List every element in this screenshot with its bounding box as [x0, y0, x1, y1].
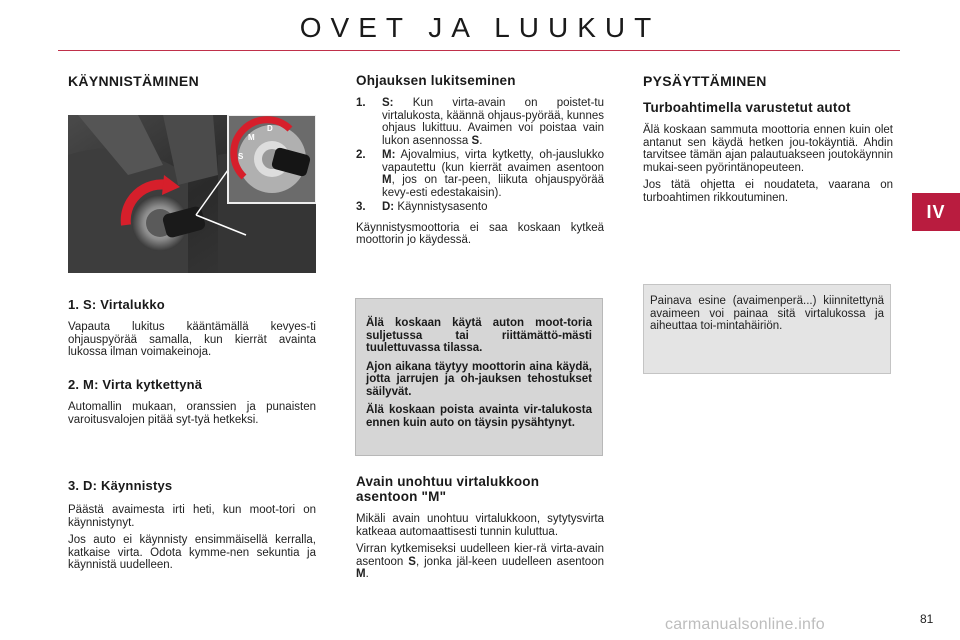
section-ignition	[68, 377, 316, 426]
left-column	[68, 73, 316, 89]
step-number: 2.	[356, 149, 366, 161]
section-start-text-2: Jos auto ei käynnisty ensimmäisellä kerralla, katkaise virta. Odota kymme-nen sekuntia ja käynnistä uudelleen.	[68, 534, 316, 571]
warning-box	[355, 298, 603, 456]
starting-heading: KÄYNNISTÄMINEN	[68, 73, 199, 89]
turbo-text-2: Jos tätä ohjetta ei noudateta, vaarana on turboahtimen rikkoutuminen.	[643, 179, 893, 204]
keyring-note-box	[643, 284, 891, 374]
section-lock	[68, 297, 316, 359]
section-start	[68, 478, 316, 572]
turbo-heading: Turboahtimella varustetut autot	[643, 100, 851, 115]
ignition-photo	[68, 115, 316, 273]
step-number: 3.	[356, 201, 366, 213]
middle-column	[356, 73, 604, 247]
chapter-tab[interactable]: IV	[912, 193, 960, 231]
page-number: 81	[920, 612, 934, 626]
page-title: OVET JA LUUKUT	[299, 12, 661, 43]
section-lock-text: Vapauta lukitus kääntämällä kevyes-ti ohjauspyörää samalla, kun kierrät avainta lukossa ilman voimakeinoja.	[68, 321, 316, 358]
position-m-label: M	[248, 133, 255, 142]
step-text: D: Käynnistysasento	[382, 201, 488, 213]
position-d-label: D	[267, 124, 273, 133]
starter-note: Käynnistysmoottoria ei saa koskaan kytkeä moottorin jo käydessä.	[356, 221, 604, 246]
steering-lock-heading: Ohjauksen lukitseminen	[356, 73, 516, 88]
key-forgotten-text-1: Mikäli avain unohtuu virtalukkoon, sytytysvirta katkeaa automaattisesti tunnin kuluttua.	[356, 513, 604, 538]
section-ignition-heading: 2. M: Virta kytkettynä	[68, 377, 203, 392]
step-text: S: Kun virta-avain on poistet-tu virtalukosta, käännä ohjaus-pyörää, kunnes ohjaus lukittuu. Avaimen voi poistaa vain lukon asennossa S.	[382, 97, 604, 147]
step-item	[356, 97, 604, 147]
key-forgotten-section	[356, 474, 604, 581]
ignition-illustration	[68, 115, 316, 273]
watermark: carmanualsonline.info	[665, 616, 825, 633]
step-item	[356, 149, 604, 199]
step-number: 1.	[356, 97, 366, 109]
warning-text-1: Älä koskaan käytä auton moot-toria suljetussa tai riittämättö-mästi tuulettuvassa tilassa.	[366, 317, 592, 354]
key-forgotten-text-2: Virran kytkemiseksi uudelleen kier-rä virta-avain asentoon S, jonka jäl-keen uudelleen asentoon M.	[356, 543, 604, 580]
title-rule	[58, 50, 900, 51]
section-ignition-text: Automallin mukaan, oranssien ja punaisten varoitusvalojen pitää syt-tyä hetkeksi.	[68, 401, 316, 426]
stopping-heading: PYSÄYTTÄMINEN	[643, 73, 767, 89]
section-start-text-1: Päästä avaimesta irti heti, kun moot-tori on käynnistynyt.	[68, 504, 316, 529]
step-text: M: Ajovalmius, virta kytketty, oh-jauslukko vapautettu (kun kierrät avaimen asentoon M, jos on tar-peen, liikuta ohjauspyörää kevy-esti edestakaisin).	[382, 149, 604, 199]
keyring-note-text: Painava esine (avaimenperä...) kiinnitettynä avaimeen voi painaa sitä virtalukossa ja aiheuttaa toi-mintahäiriön.	[650, 295, 884, 332]
section-start-heading: 3. D: Käynnistys	[68, 478, 173, 493]
steering-lock-steps	[356, 97, 604, 214]
section-lock-heading: 1. S: Virtalukko	[68, 297, 165, 312]
warning-text-3: Älä koskaan poista avainta vir-talukosta ennen kuin auto on täysin pysähtynyt.	[366, 404, 592, 429]
step-item	[356, 201, 604, 214]
right-column	[643, 73, 893, 204]
position-s-label: S	[238, 152, 244, 161]
key-forgotten-heading: Avain unohtuu virtalukkoon asentoon "M"	[356, 474, 540, 504]
turbo-text-1: Älä koskaan sammuta moottoria ennen kuin olet antanut sen käydä hetken jou-tokäyntiä. Ahdin tarvitsee tämän ajan palautuakseen joutokäynnin mukai-seen pyörintänopeuteen.	[643, 124, 893, 174]
warning-text-2: Ajon aikana täytyy moottorin aina käydä, jotta jarrujen ja oh-jauksen tehostukset säilyvät.	[366, 360, 592, 398]
